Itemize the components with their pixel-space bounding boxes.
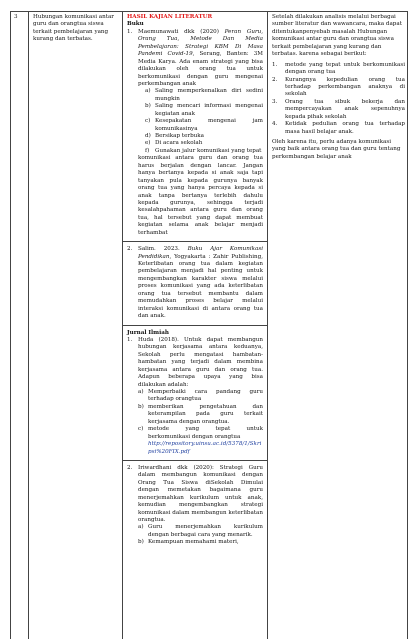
divider xyxy=(123,460,267,461)
row-number: 3 xyxy=(14,14,18,20)
list-item: a) Memperbaiki cara pandang guru terhadap orangtua xyxy=(138,389,263,403)
journal-number: 1. xyxy=(127,336,133,343)
list-item: b) memberikan pengetahuan dan keterampilan pada guru terkait kerjasama dengan orangtua. xyxy=(138,403,263,425)
journal-number: 2. xyxy=(127,464,133,471)
row-number-cell xyxy=(11,12,29,639)
conclusion-cell xyxy=(268,12,409,639)
list-item: d) Bersikap terbuka xyxy=(145,133,204,139)
journal-link[interactable]: http://repository.uinsu.ac.id/5378/1/Skripsi%20FIX.pdf xyxy=(148,441,262,455)
analysis-table xyxy=(10,11,408,639)
list-item: 1. metode yang tepat untuk berkomunikasi dengan orang tua xyxy=(272,61,405,76)
list-item: 3. Orang tua sibuk bekerja dan mempercayakan anak sepenuhnya kepada pihak sekolah xyxy=(272,98,405,120)
journal-text: Iriwardhani dkk (2020): Strategi Guru dalam membangun komunikasi dengan Orang Tua Siswa diSekolah Dimulai dengan memetakan bagaimana guru menerjemahkan kurikulum untuk anak, kemudian mengembangkan strategi komunikasi dalam membangun keterlibatan orangtua. xyxy=(138,464,263,523)
book-description: , Serang, Banten: 3M Media Karya. Ada enam strategi yang bisa dilakukan oleh orang tua untuk berkomunikasi dengan guru mengenai perkembangan anak xyxy=(138,51,263,87)
literature-heading: HASIL KAJIAN LITERATUR xyxy=(127,14,213,20)
journal-text: Huda (2018). Untuk dapat membangun hubungan kerjasama antara keduanya, Sekolah perlu mengatasi hambatan-hambatan yang terjadi dalam membina kerjasama antara guru dan orang tua. Adapun beberapa upaya yang bisa dilakukan adalah: xyxy=(138,336,263,388)
literature-cell xyxy=(123,12,268,639)
list-item: b) Saling mencari informasi mengenai kegiatan anak xyxy=(145,103,263,117)
book-number: 1. xyxy=(127,28,133,35)
journal-reference-1 xyxy=(127,337,263,456)
journal-reference-2 xyxy=(127,465,263,547)
book-title: Peran Guru, Orang Tua, Metode Dan Media Pembelajaran: Strategi KBM Di Masa Pandemi Covid-19 xyxy=(138,28,264,58)
problem-topic: Hubungan komunikasi antar guru dan orangtua siswa terkait pembelajaran yang kurang dan terbatas. xyxy=(33,14,114,43)
divider xyxy=(123,325,267,326)
book-description: , Yogyakarta : Zahir Publishing, Keterlibatan orang tua dalam kegiatan pembelajaran menjadi hal penting untuk mengembangkan karakter siswa melalui proses komunikasi yang ada keterlibatan orang tua tersebut membantu dalam memudahkan proses belajar melalui interaksi komunikasi di antara orang tua dan anak. xyxy=(138,253,263,320)
effort-list xyxy=(138,389,263,441)
book-title: Buku Ajar Komunikasi Pendidikan xyxy=(138,246,264,260)
list-item: e) Di acara sekolah xyxy=(145,140,203,147)
divider xyxy=(123,241,267,242)
list-item: c) metode yang tepat untuk berkomunikasi dengan orangtua xyxy=(138,426,263,440)
strategy-list xyxy=(138,524,263,546)
book-heading: Buku xyxy=(127,21,144,28)
list-item: a) Guru menerjemahkan kurikulum dengan berbagai cara yang menarik. xyxy=(138,524,263,538)
list-item: f) Gunakan jalur komunikasi yang tepat xyxy=(145,147,262,154)
book-citation: Maemunawati dkk (2020) xyxy=(138,28,219,35)
strategy-list xyxy=(145,88,263,155)
book-citation: Salim. 2023. xyxy=(138,246,180,253)
list-item: a) Saling memperkenalkan diri sedini mungkin xyxy=(145,88,263,102)
conclusion-closing: Oleh karena itu, perlu adanya komunikasi yang baik antara orang tua dan guru tentang perkembangan belajar anak xyxy=(272,139,401,160)
problem-cell xyxy=(29,12,123,639)
list-item: c) Kesepakatan mengenai jam komunikasinya xyxy=(145,118,263,132)
book-reference-2 xyxy=(127,246,263,320)
journal-heading: Jurnal Ilmiah xyxy=(127,329,169,336)
conclusion-intro: Setelah dilakukan analisis melalui berbagai sumber literatur dan wawancara, maka dapat ditentukanpenyebab masalah Hubungan komunikasi antar guru dan orangtua siswa terkait pembelajaran yang kurang dan terbatas. karena sebagai berikut: xyxy=(272,14,402,58)
cause-list xyxy=(272,62,405,136)
book-paragraph: komunikasi antara guru dan orang tua harus berjalan dengan lancar. Jangan hanya bertanya kepada si anak saja tapi tanyakan pula kepada gurunya banyak orang tua yang hanya percaya kepada si anak tanpa bertanya terlebih dahulu kepada gurunya, sehingga terjadi kesalahpahaman antara guru dan orang tua, hal tersebut yang dapat membuat kegiatan selama anak belajar menjadi terhambat xyxy=(138,155,263,236)
list-item: b) Kemampuan memahami materi, xyxy=(138,539,239,546)
list-item: 4. Ketidak pedulian orang tua terhadap masa hasil belajar anak. xyxy=(272,121,405,135)
book-reference-1 xyxy=(127,29,263,237)
list-item: 2. Kurangnya kepedulian orang tua terhadap perkembangan anaknya di sekolah xyxy=(272,76,405,98)
book-number: 2. xyxy=(127,246,133,253)
